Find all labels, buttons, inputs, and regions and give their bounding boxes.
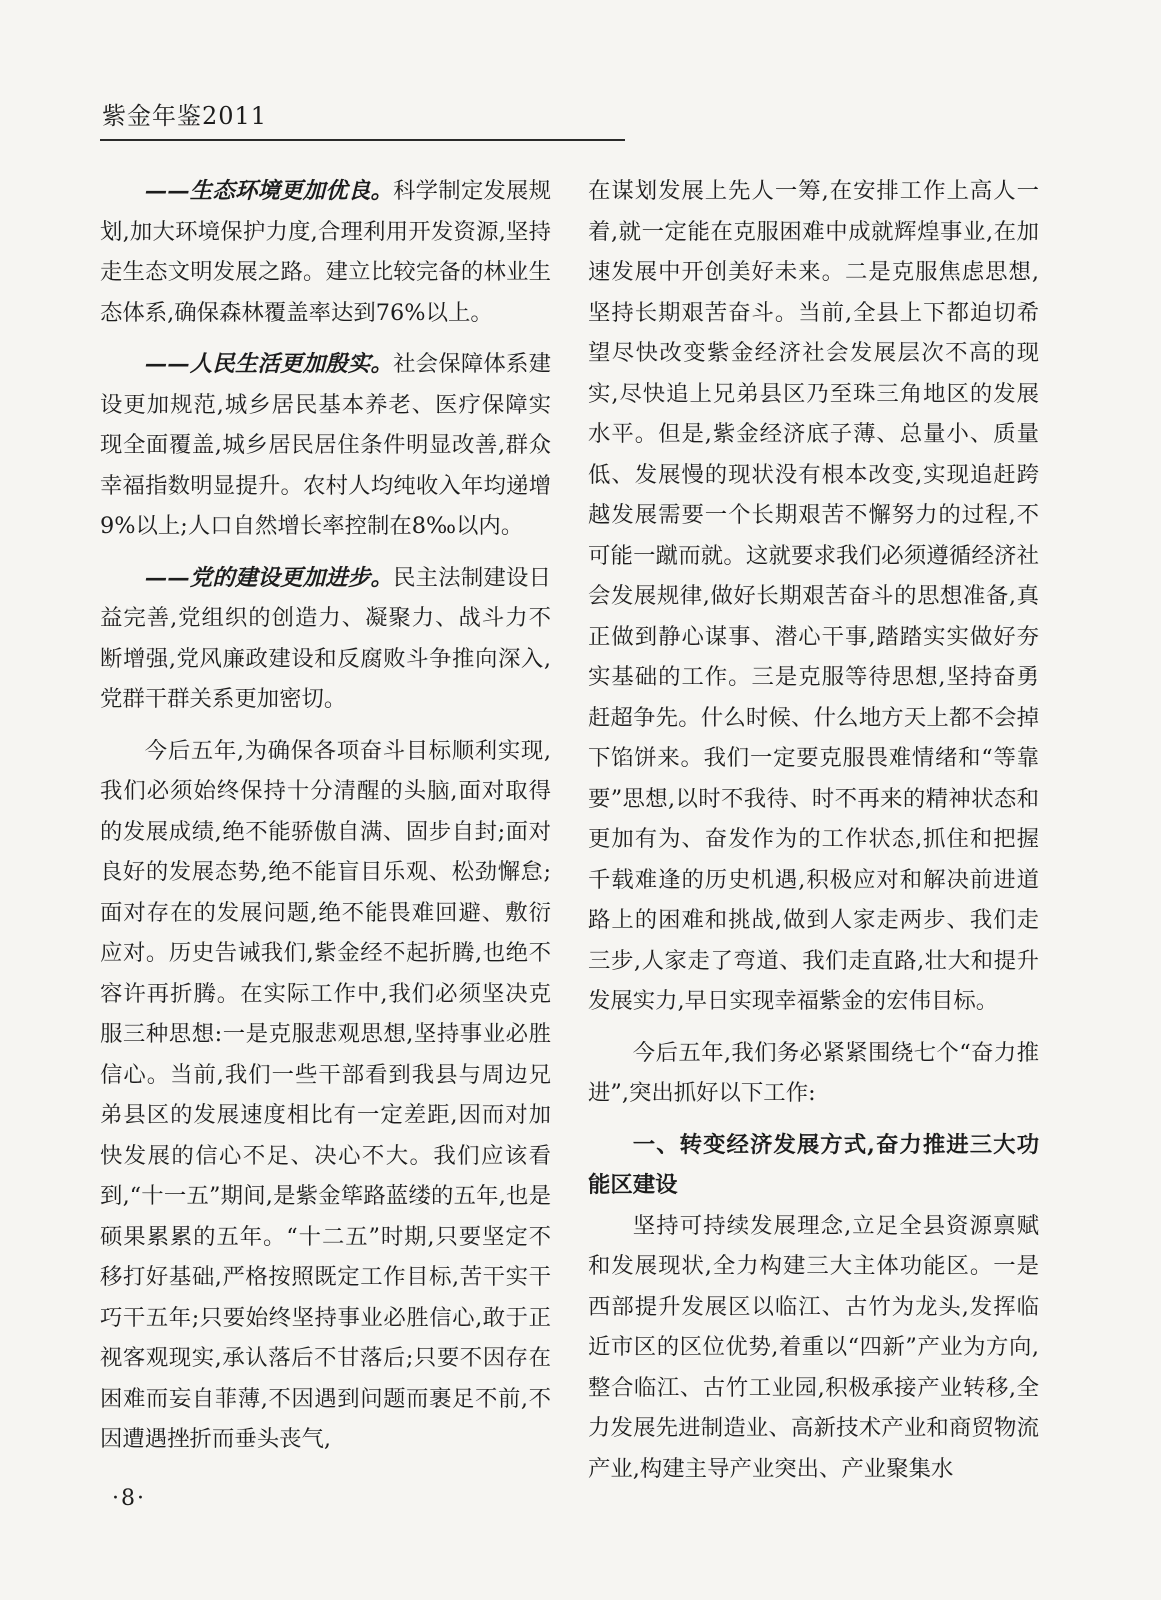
- paragraph-body: 民主法制建设日益完善,党组织的创造力、凝聚力、战斗力不断增强,党风廉政建设和反腐败斗争推向深入,党群干群关系更加密切。: [100, 564, 552, 712]
- paragraph-lead: ——党的建设更加进步。: [144, 564, 394, 591]
- section-heading: 一、转变经济发展方式,奋力推进三大功能区建设: [588, 1131, 1039, 1198]
- header-rule: [100, 139, 625, 141]
- paragraph-party-building: [100, 558, 551, 720]
- running-header: 紫金年鉴2011: [102, 102, 268, 130]
- paragraph-body: 科学制定发展规划,加大环境保护力度,合理利用开发资源,坚持走生态文明发展之路。建立比较完备的林业生态体系,确保森林覆盖率达到76%以上。: [100, 178, 552, 326]
- paragraph-next-five-years: 今后五年,为确保各项奋斗目标顺利实现,我们必须始终保持十分清醒的头脑,面对取得的发展成绩,绝不能骄傲自满、固步自封;面对良好的发展态势,绝不能盲目乐观、松劲懈怠;面对存在的发展问题,绝不能畏难回避、敷衍应对。历史告诫我们,紫金经不起折腾,也绝不容许再折腾。在实际工作中,我们必须坚决克服三种思想:一是克服悲观思想,坚持事业必胜信心。当前,我们一些干部看到我县与周边兄弟县区的发展速度相比有一定差距,因而对加快发展的信心不足、决心不大。我们应该看到,“十一五”期间,是紫金筚路蓝缕的五年,也是硕果累累的五年。“十二五”时期,只要坚定不移打好基础,严格按照既定工作目标,苦干实干巧干五年;只要始终坚持事业必胜信心,敢于正视客观现实,承认落后不甘落后;只要不因存在困难而妄自菲薄,不因遇到问题而裹足不前,不因遭遇挫折而垂头丧气,: [100, 737, 551, 1452]
- paragraph-functional-zones: 坚持可持续发展理念,立足全县资源禀赋和发展现状,全力构建三大主体功能区。一是西部提升发展区以临江、古竹为龙头,发挥临近市区的区位优势,着重以“四新”产业为方向,整合临江、古竹工业园,积极承接产业转移,全力发展先进制造业、高新技术产业和商贸物流产业,构建主导产业突出、产业聚集水: [588, 1212, 1039, 1482]
- paragraph-livelihood: [100, 344, 551, 547]
- left-column: [100, 171, 551, 1460]
- paragraph-continued: 在谋划发展上先人一筹,在安排工作上高人一着,就一定能在克服困难中成就辉煌事业,在加速发展中开创美好未来。二是克服焦虑思想,坚持长期艰苦奋斗。当前,全县上下都迫切希望尽快改变紫金经济社会发展层次不高的现实,尽快追上兄弟县区乃至珠三角地区的发展水平。但是,紫金经济底子薄、总量小、质量低、发展慢的现状没有根本改变,实现追赶跨越发展需要一个长期艰苦不懈努力的过程,不可能一蹴而就。这就要求我们必须遵循经济社会发展规律,做好长期艰苦奋斗的思想准备,真正做到静心谋事、潜心干事,踏踏实实做好夯实基础的工作。三是克服等待思想,坚持奋勇赶超争先。什么时候、什么地方天上都不会掉下馅饼来。我们一定要克服畏难情绪和“等靠要”思想,以时不我待、时不再来的精神状态和更加有为、奋发作为的工作状态,抓住和把握千载难逢的历史机遇,积极应对和解决前进道路上的困难和挑战,做到人家走两步、我们走三步,人家走了弯道、我们走直路,壮大和提升发展实力,早日实现幸福紫金的宏伟目标。: [588, 178, 1040, 1014]
- paragraph-ecology: [100, 171, 551, 333]
- right-column: [588, 171, 1039, 1489]
- paragraph-lead: ——人民生活更加殷实。: [144, 351, 394, 377]
- page-number: ·8·: [112, 1486, 146, 1511]
- paragraph-lead: ——生态环境更加优良。: [144, 178, 394, 204]
- paragraph-work-focus: 今后五年,我们务必紧紧围绕七个“奋力推进”,突出抓好以下工作:: [588, 1039, 1039, 1106]
- paragraph-body: 社会保障体系建设更加规范,城乡居民基本养老、医疗保障实现全面覆盖,城乡居民居住条件明显改善,群众幸福指数明显提升。农村人均纯收入年均递增9%以上;人口自然增长率控制在8‰以内。: [100, 351, 552, 539]
